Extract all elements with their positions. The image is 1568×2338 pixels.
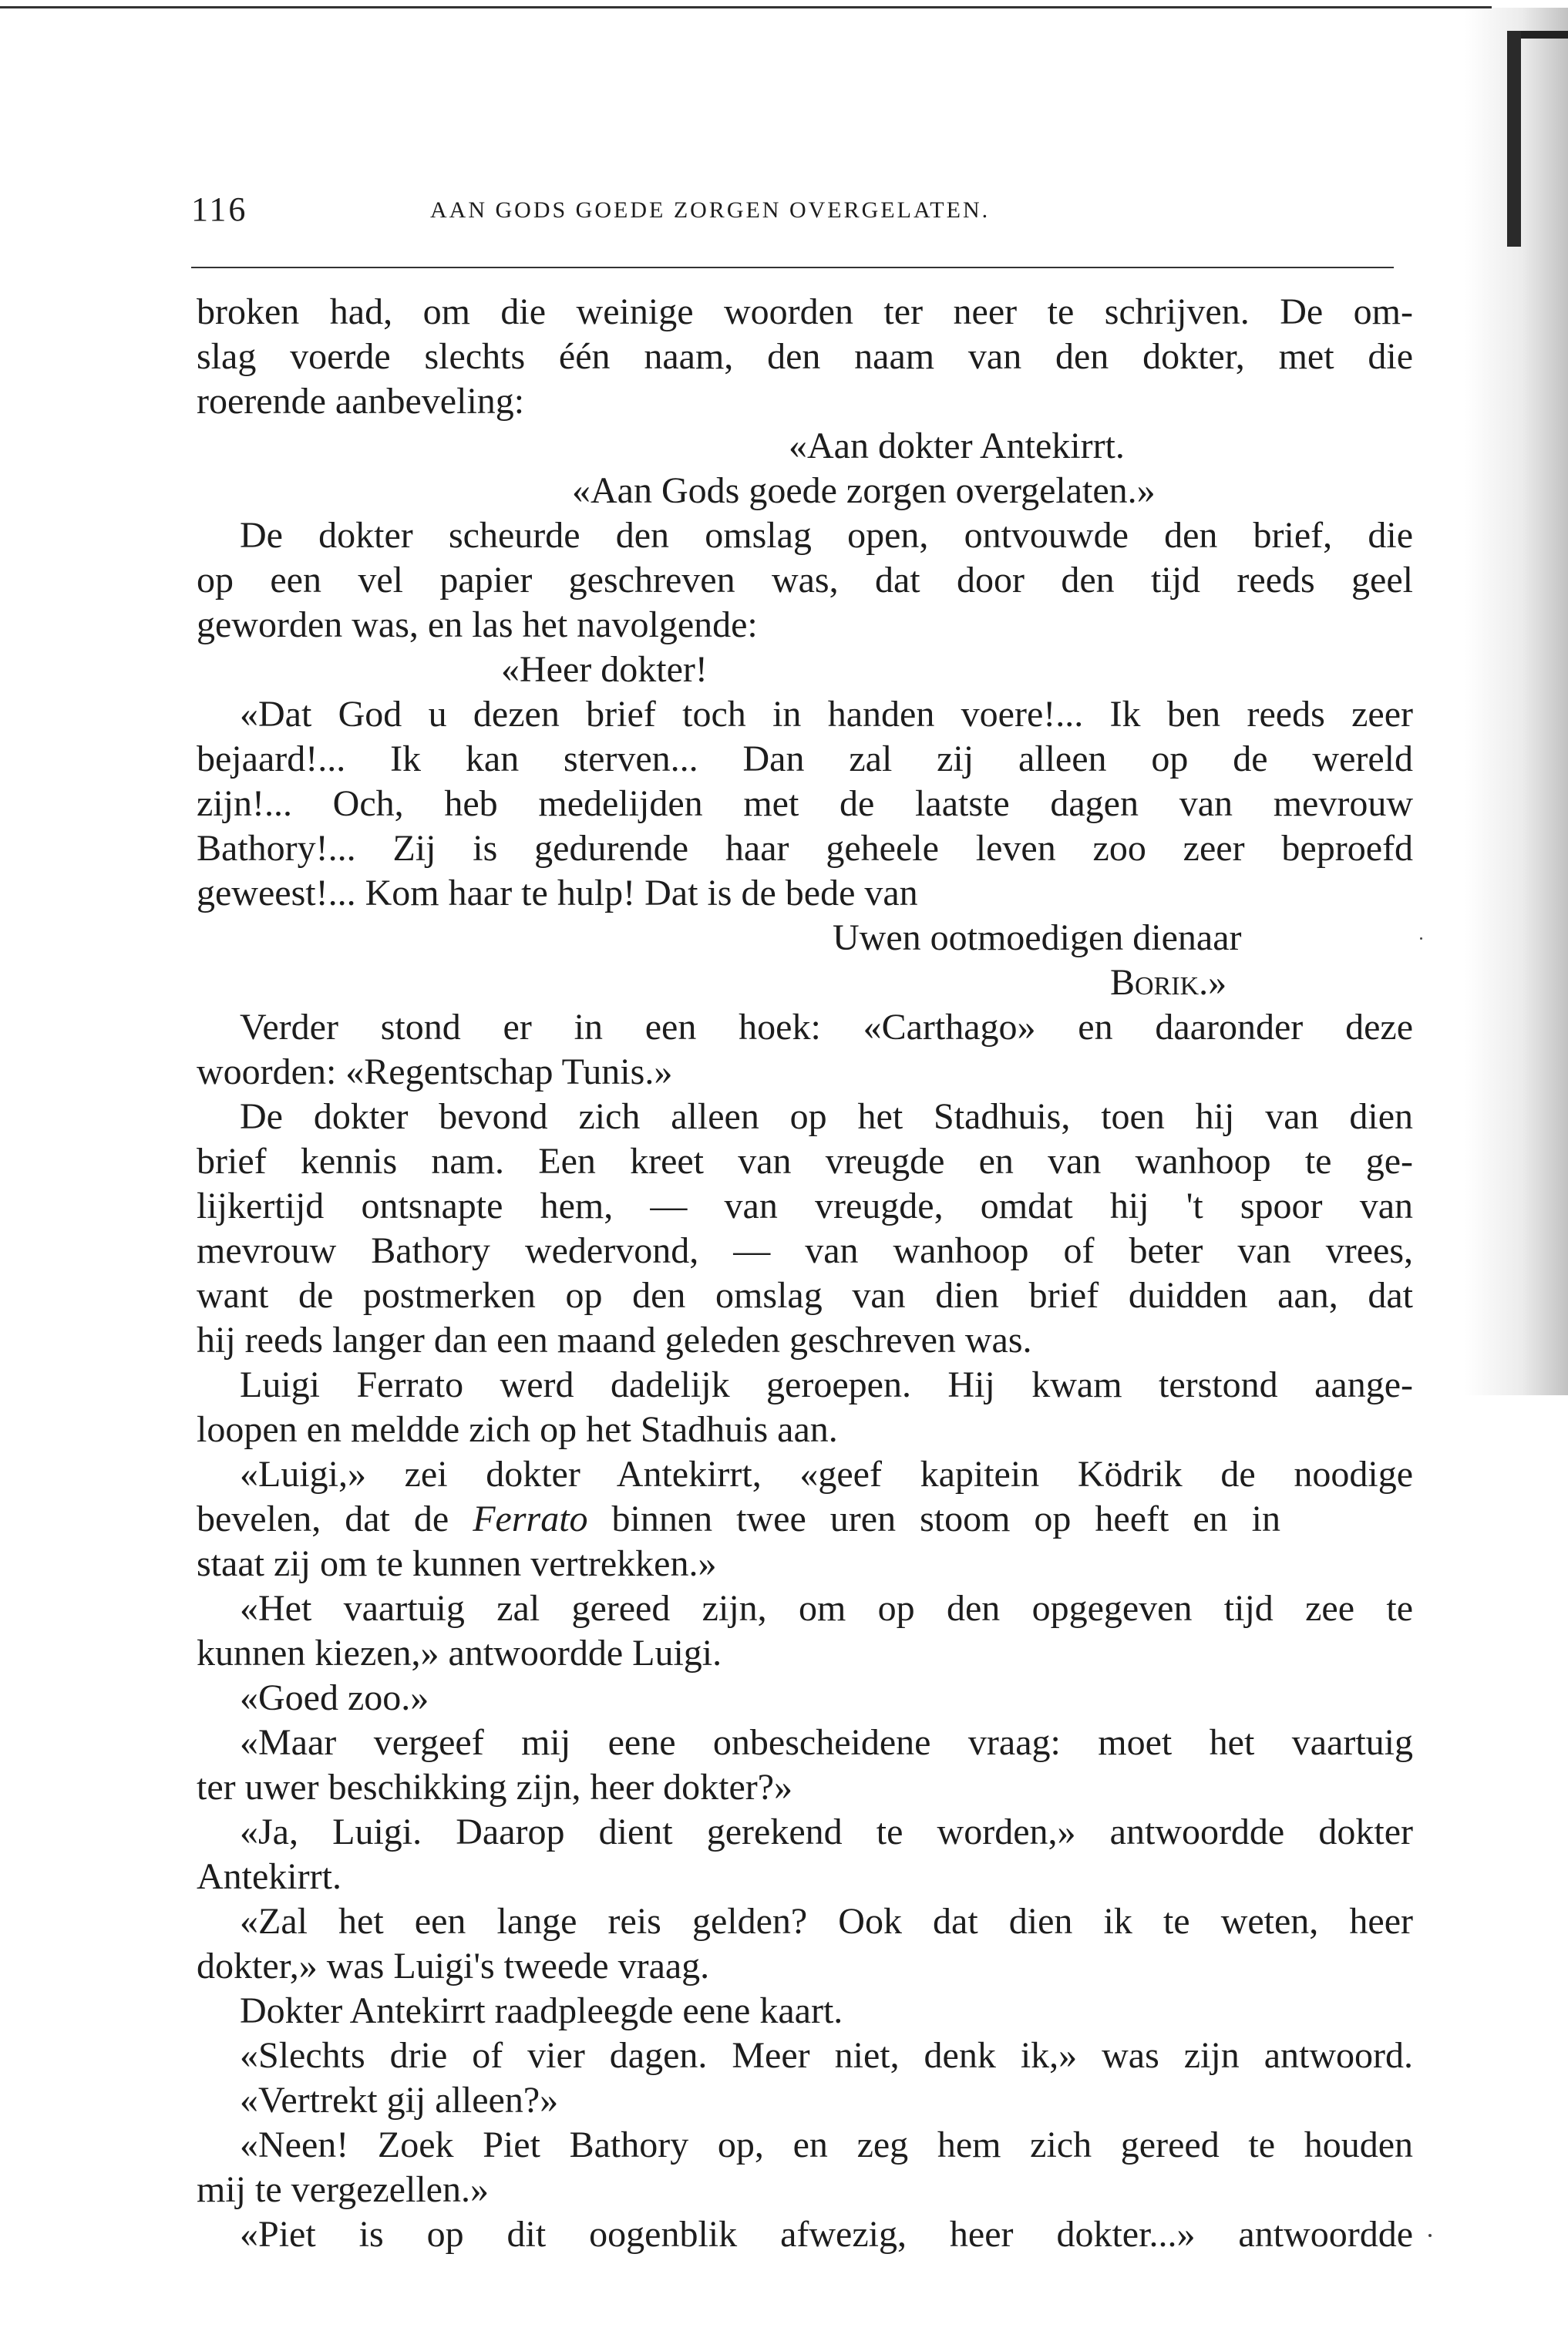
binding-stem [1507, 31, 1521, 247]
text-line: mevrouw Bathory wedervond, — van wanhoop of beter van vrees, [197, 1230, 1413, 1271]
text-line: hij reeds langer dan een maand geleden geschreven was. [197, 1320, 1032, 1361]
text-line: ter uwer beschikking zijn, heer dokter?» [197, 1767, 793, 1808]
text-line: «Slechts drie of vier dagen. Meer niet, denk ik,» was zijn antwoord. [240, 2035, 1413, 2076]
text-line: Dokter Antekirrt raadpleegde eene kaart. [240, 1990, 843, 2031]
text-line: De dokter bevond zich alleen op het Stadhuis, toen hij van dien [240, 1096, 1413, 1137]
page-number: 116 [191, 190, 248, 228]
text-line: «Ja, Luigi. Daarop dient gerekend te worden,» antwoordde dokter [240, 1812, 1413, 1852]
text-line: lijkertijd ontsnapte hem, — van vreugde, omdat hij 't spoor van [197, 1186, 1413, 1226]
text-line: «Maar vergeef mij eene onbescheidene vraag: moet het vaartuig [240, 1722, 1413, 1763]
text-line: «Luigi,» zei dokter Antekirrt, «geef kapitein Ködrik de noodige [240, 1454, 1413, 1495]
text-line: «Vertrekt gij alleen?» [240, 2080, 559, 2121]
text-line: Luigi Ferrato werd dadelijk geroepen. Hij kwam terstond aange- [240, 1364, 1413, 1405]
text-line: Bathory!... Zij is gedurende haar geheele leven zoo zeer beproefd [197, 828, 1413, 869]
text-line: slag voerde slechts één naam, den naam van den dokter, met die [197, 336, 1413, 377]
letter-address: «Aan Gods goede zorgen overgelaten.» [572, 470, 1156, 511]
text-line: bejaard!... Ik kan sterven... Dan zal zij alleen op de wereld [197, 738, 1413, 779]
text-line: «Zal het een lange reis gelden? Ook dat dien ik te weten, heer [240, 1901, 1413, 1942]
binding-edge [1520, 31, 1568, 39]
ship-name: Ferrato [473, 1499, 588, 1539]
text-line: «Goed zoo.» [240, 1677, 429, 1718]
text-line: op een vel papier geschreven was, dat door den tijd reeds geel [197, 560, 1413, 600]
text-line: dokter,» was Luigi's tweede vraag. [197, 1946, 710, 1986]
text-line: kunnen kiezen,» antwoordde Luigi. [197, 1633, 722, 1674]
page-speck [1428, 2234, 1432, 2237]
page-speck [1420, 937, 1422, 940]
text-line: «Dat God u dezen brief toch in handen voere!... Ik ben reeds zeer [240, 694, 1413, 735]
text-line: staat zij om te kunnen vertrekken.» [197, 1543, 717, 1584]
text-segment: binnen twee uren stoom op heeft en in [611, 1499, 1280, 1539]
text-line: geweest!... Kom haar te hulp! Dat is de bede van [197, 873, 918, 913]
text-line: woorden: «Regentschap Tunis.» [197, 1051, 673, 1092]
text-line: De dokter scheurde den omslag open, ontvouwde den brief, die [240, 515, 1413, 556]
letter-closing: Uwen ootmoedigen dienaar [833, 917, 1242, 958]
text-line: Antekirrt. [197, 1856, 342, 1897]
body-text [197, 290, 1413, 2257]
text-line: zijn!... Och, heb medelijden met de laatste dagen van mevrouw [197, 783, 1413, 824]
letter-signature: Borik.» [1110, 962, 1227, 1003]
text-line: brief kennis nam. Een kreet van vreugde en van wanhoop te ge- [197, 1141, 1413, 1182]
top-scan-edge [0, 6, 1492, 8]
running-title: AAN GODS GOEDE ZORGEN OVERGELATEN. [430, 197, 991, 223]
text-line: «Het vaartuig zal gereed zijn, om op den opgegeven tijd zee te [240, 1588, 1413, 1629]
page-header [191, 190, 1398, 236]
text-line: Verder stond er in een hoek: «Carthago» en daaronder deze [240, 1007, 1413, 1048]
text-line: geworden was, en las het navolgende: [197, 604, 758, 645]
text-line: broken had, om die weinige woorden ter neer te schrijven. De om- [197, 291, 1413, 332]
text-line: roerende aanbeveling: [197, 381, 525, 422]
text-segment: bevelen, dat de [197, 1499, 449, 1539]
letter-address: «Aan dokter Antekirrt. [789, 426, 1125, 466]
letter-salutation: «Heer dokter! [501, 649, 708, 690]
text-line: loopen en meldde zich op het Stadhuis aan. [197, 1409, 838, 1450]
text-line: «Neen! Zoek Piet Bathory op, en zeg hem zich gereed te houden [240, 2124, 1413, 2165]
text-line [197, 1497, 1413, 1542]
text-line: mij te vergezellen.» [197, 2169, 489, 2210]
text-line: want de postmerken op den omslag van dien brief duidden aan, dat [197, 1275, 1413, 1316]
header-rule [191, 267, 1394, 268]
text-line: «Piet is op dit oogenblik afwezig, heer dokter...» antwoordde [240, 2214, 1413, 2255]
